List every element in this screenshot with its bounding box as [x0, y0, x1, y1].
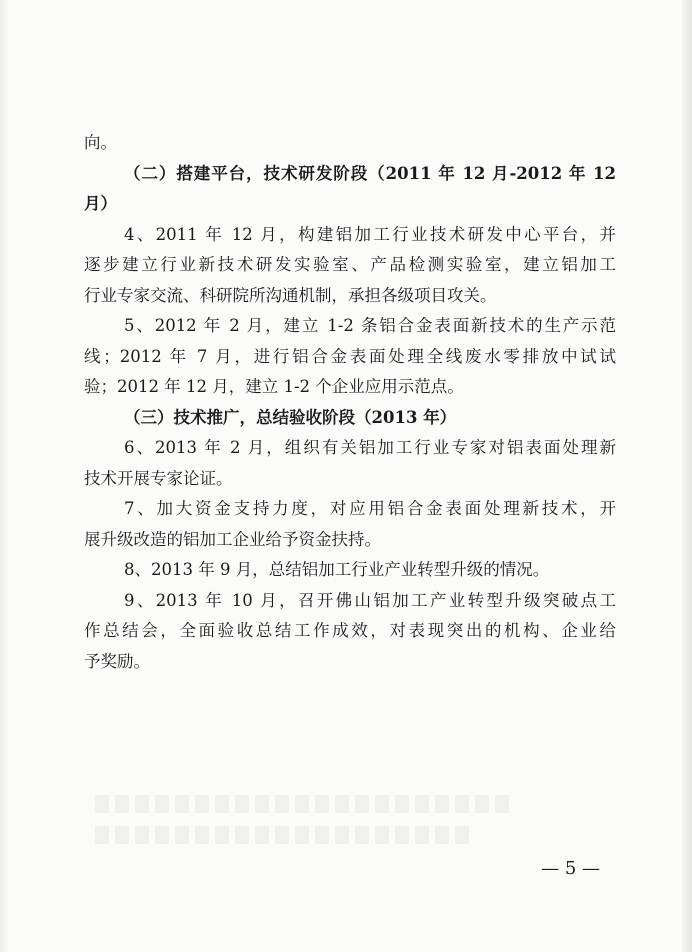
bleed-through-mark-bottom: [95, 826, 475, 844]
paragraph-line: 9、2013 年 10 月，召开佛山铝加工产业转型升级突破点工: [124, 590, 616, 610]
bleed-through-mark-top: [150, 84, 570, 122]
page-number: — 5 —: [541, 858, 600, 879]
section-heading-line: （二）搭建平台，技术研发阶段（2011 年 12 月-2012 年 12: [124, 163, 616, 183]
paragraph-line: 线；2012 年 7 月，进行铝合金表面处理全线废水零排放中试试: [84, 346, 616, 366]
section-heading-line: 月）: [84, 194, 117, 213]
paragraph-line: 展升级改造的铝加工企业给予资金扶持。: [84, 529, 381, 549]
paragraph-line: 作总结会，全面验收总结工作成效，对表现突出的机构、企业给: [84, 621, 616, 640]
paragraph-line: 予奖励。: [84, 651, 150, 671]
paragraph-line: 8、2013 年 9 月，总结铝加工行业产业转型升级的情况。: [124, 560, 550, 579]
bleed-through-mark-bottom: [95, 795, 515, 813]
paragraph-line: 5、2012 年 2 月，建立 1-2 条铝合金表面新技术的生产示范: [124, 316, 616, 335]
scan-left-edge: [0, 0, 8, 952]
scan-right-edge: [682, 0, 692, 952]
section-heading-line: （三）技术推广，总结验收阶段（2013 年）: [124, 407, 457, 427]
body-text: [84, 128, 616, 677]
paragraph-line: 向。: [84, 133, 117, 152]
paragraph-line: 6、2013 年 2 月，组织有关铝加工行业专家对铝表面处理新: [124, 438, 616, 457]
paragraph-line: 7、加大资金支持力度，对应用铝合金表面处理新技术，开: [124, 499, 616, 518]
paragraph-line: 技术开展专家论证。: [84, 468, 233, 488]
paragraph-line: 验；2012 年 12 月，建立 1-2 个企业应用示范点。: [84, 377, 464, 396]
paragraph-line: 行业专家交流、科研院所沟通机制，承担各级项目攻关。: [84, 285, 497, 305]
paragraph-line: 逐步建立行业新技术研发实验室、产品检测实验室，建立铝加工: [84, 255, 616, 274]
paragraph-line: 4、2011 年 12 月，构建铝加工行业技术研发中心平台，并: [124, 224, 616, 244]
